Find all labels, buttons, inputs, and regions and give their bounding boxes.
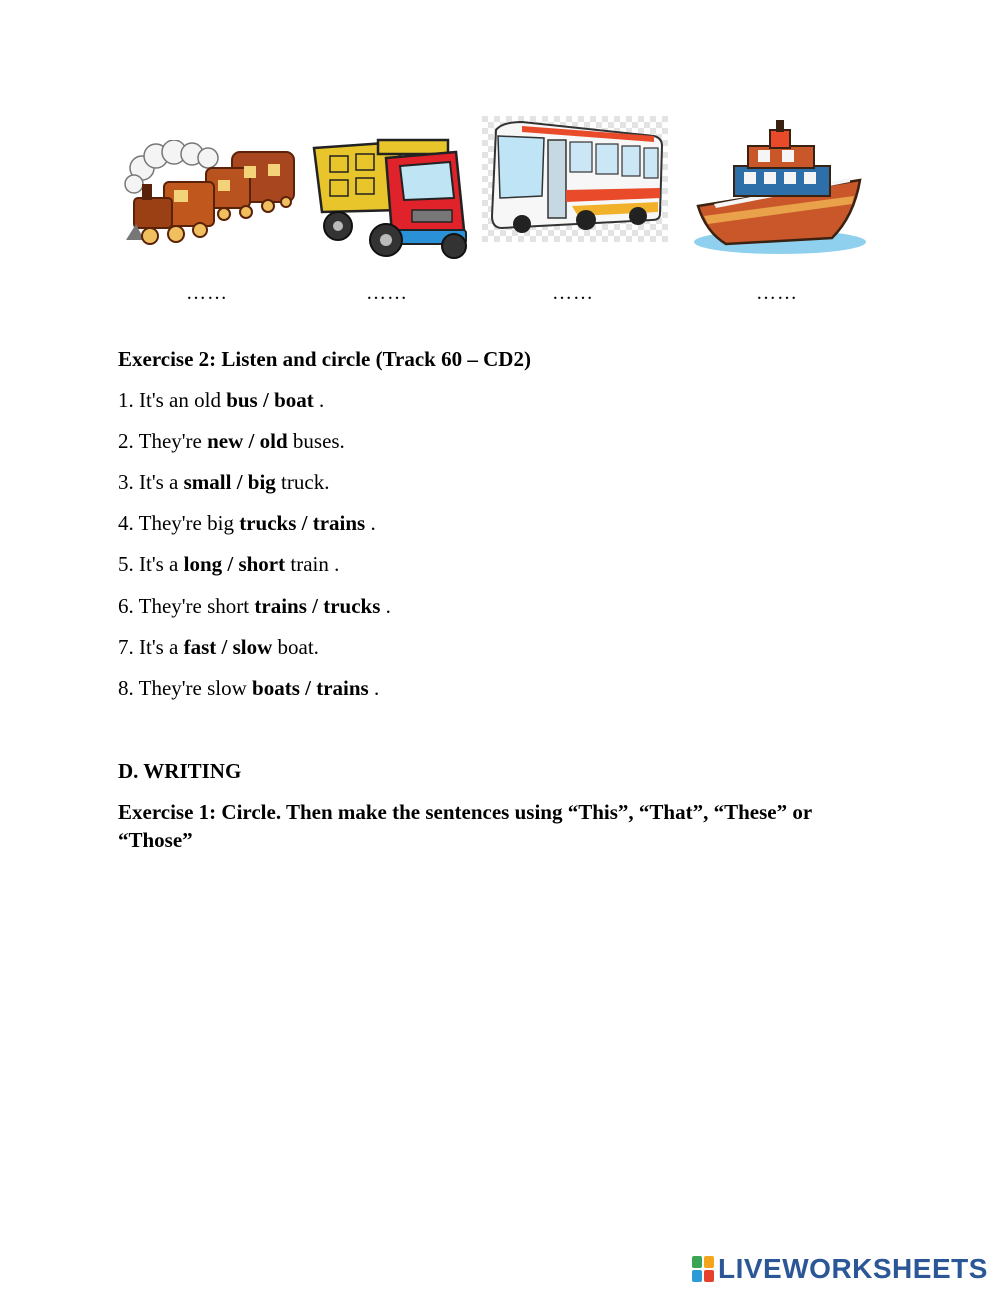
item-text: . (368, 676, 380, 700)
bus-picture (482, 116, 668, 242)
exercise-2-title: Exercise 2: Listen and circle (Track 60 – CD2) (118, 347, 531, 371)
choice[interactable]: long / short (183, 552, 286, 576)
train-answer-blank[interactable]: …… (186, 282, 228, 304)
truck-picture (308, 118, 470, 268)
exercise-2-item-1 (118, 388, 324, 413)
writing-exercise-1-instruction: Exercise 1: Circle. Then make the sentences using “This”, “That”, “These” or (118, 800, 813, 824)
choice[interactable]: trucks / trains (239, 511, 366, 535)
truck-answer-blank[interactable]: …… (366, 282, 408, 304)
exercise-2-item-8 (118, 676, 379, 701)
choice[interactable]: new / old (207, 429, 288, 453)
exercise-2-item-6 (118, 594, 391, 619)
exercise-2-item-2 (118, 429, 345, 454)
boat-picture (690, 118, 866, 258)
exercise-2-item-4 (118, 511, 376, 536)
item-text: train . (285, 552, 340, 576)
item-text: . (313, 388, 325, 412)
bus-answer-blank[interactable]: …… (552, 282, 594, 304)
liveworksheets-logo (692, 1252, 988, 1286)
boat-answer-blank[interactable]: …… (756, 282, 798, 304)
choice[interactable]: fast / slow (183, 635, 273, 659)
item-text: truck. (275, 470, 330, 494)
item-text: 8. They're slow (118, 676, 253, 700)
train-picture (122, 140, 300, 250)
item-text: buses. (287, 429, 345, 453)
brand-name: LIVEWORKSHEETS (718, 1253, 988, 1284)
item-text: . (380, 594, 391, 618)
choice[interactable]: small / big (183, 470, 276, 494)
liveworksheets-logo-icon (692, 1256, 714, 1282)
item-text: 5. It's a (118, 552, 184, 576)
choice[interactable]: boats / trains (252, 676, 369, 700)
choice[interactable]: trains / trucks (254, 594, 381, 618)
item-text: 7. It's a (118, 635, 184, 659)
choice[interactable]: bus / boat (226, 388, 314, 412)
writing-section-title: D. WRITING (118, 759, 242, 783)
item-text: boat. (272, 635, 319, 659)
item-text: 2. They're (118, 429, 208, 453)
exercise-2-item-7 (118, 635, 319, 660)
writing-exercise-1-instruction-cont: “Those” (118, 828, 193, 852)
item-text: 6. They're short (118, 594, 255, 618)
item-text: 3. It's a (118, 470, 184, 494)
exercise-2-item-5 (118, 552, 339, 577)
item-text: 1. It's an old (118, 388, 227, 412)
item-text: . (365, 511, 376, 535)
item-text: 4. They're big (118, 511, 240, 535)
exercise-2-item-3 (118, 470, 329, 495)
